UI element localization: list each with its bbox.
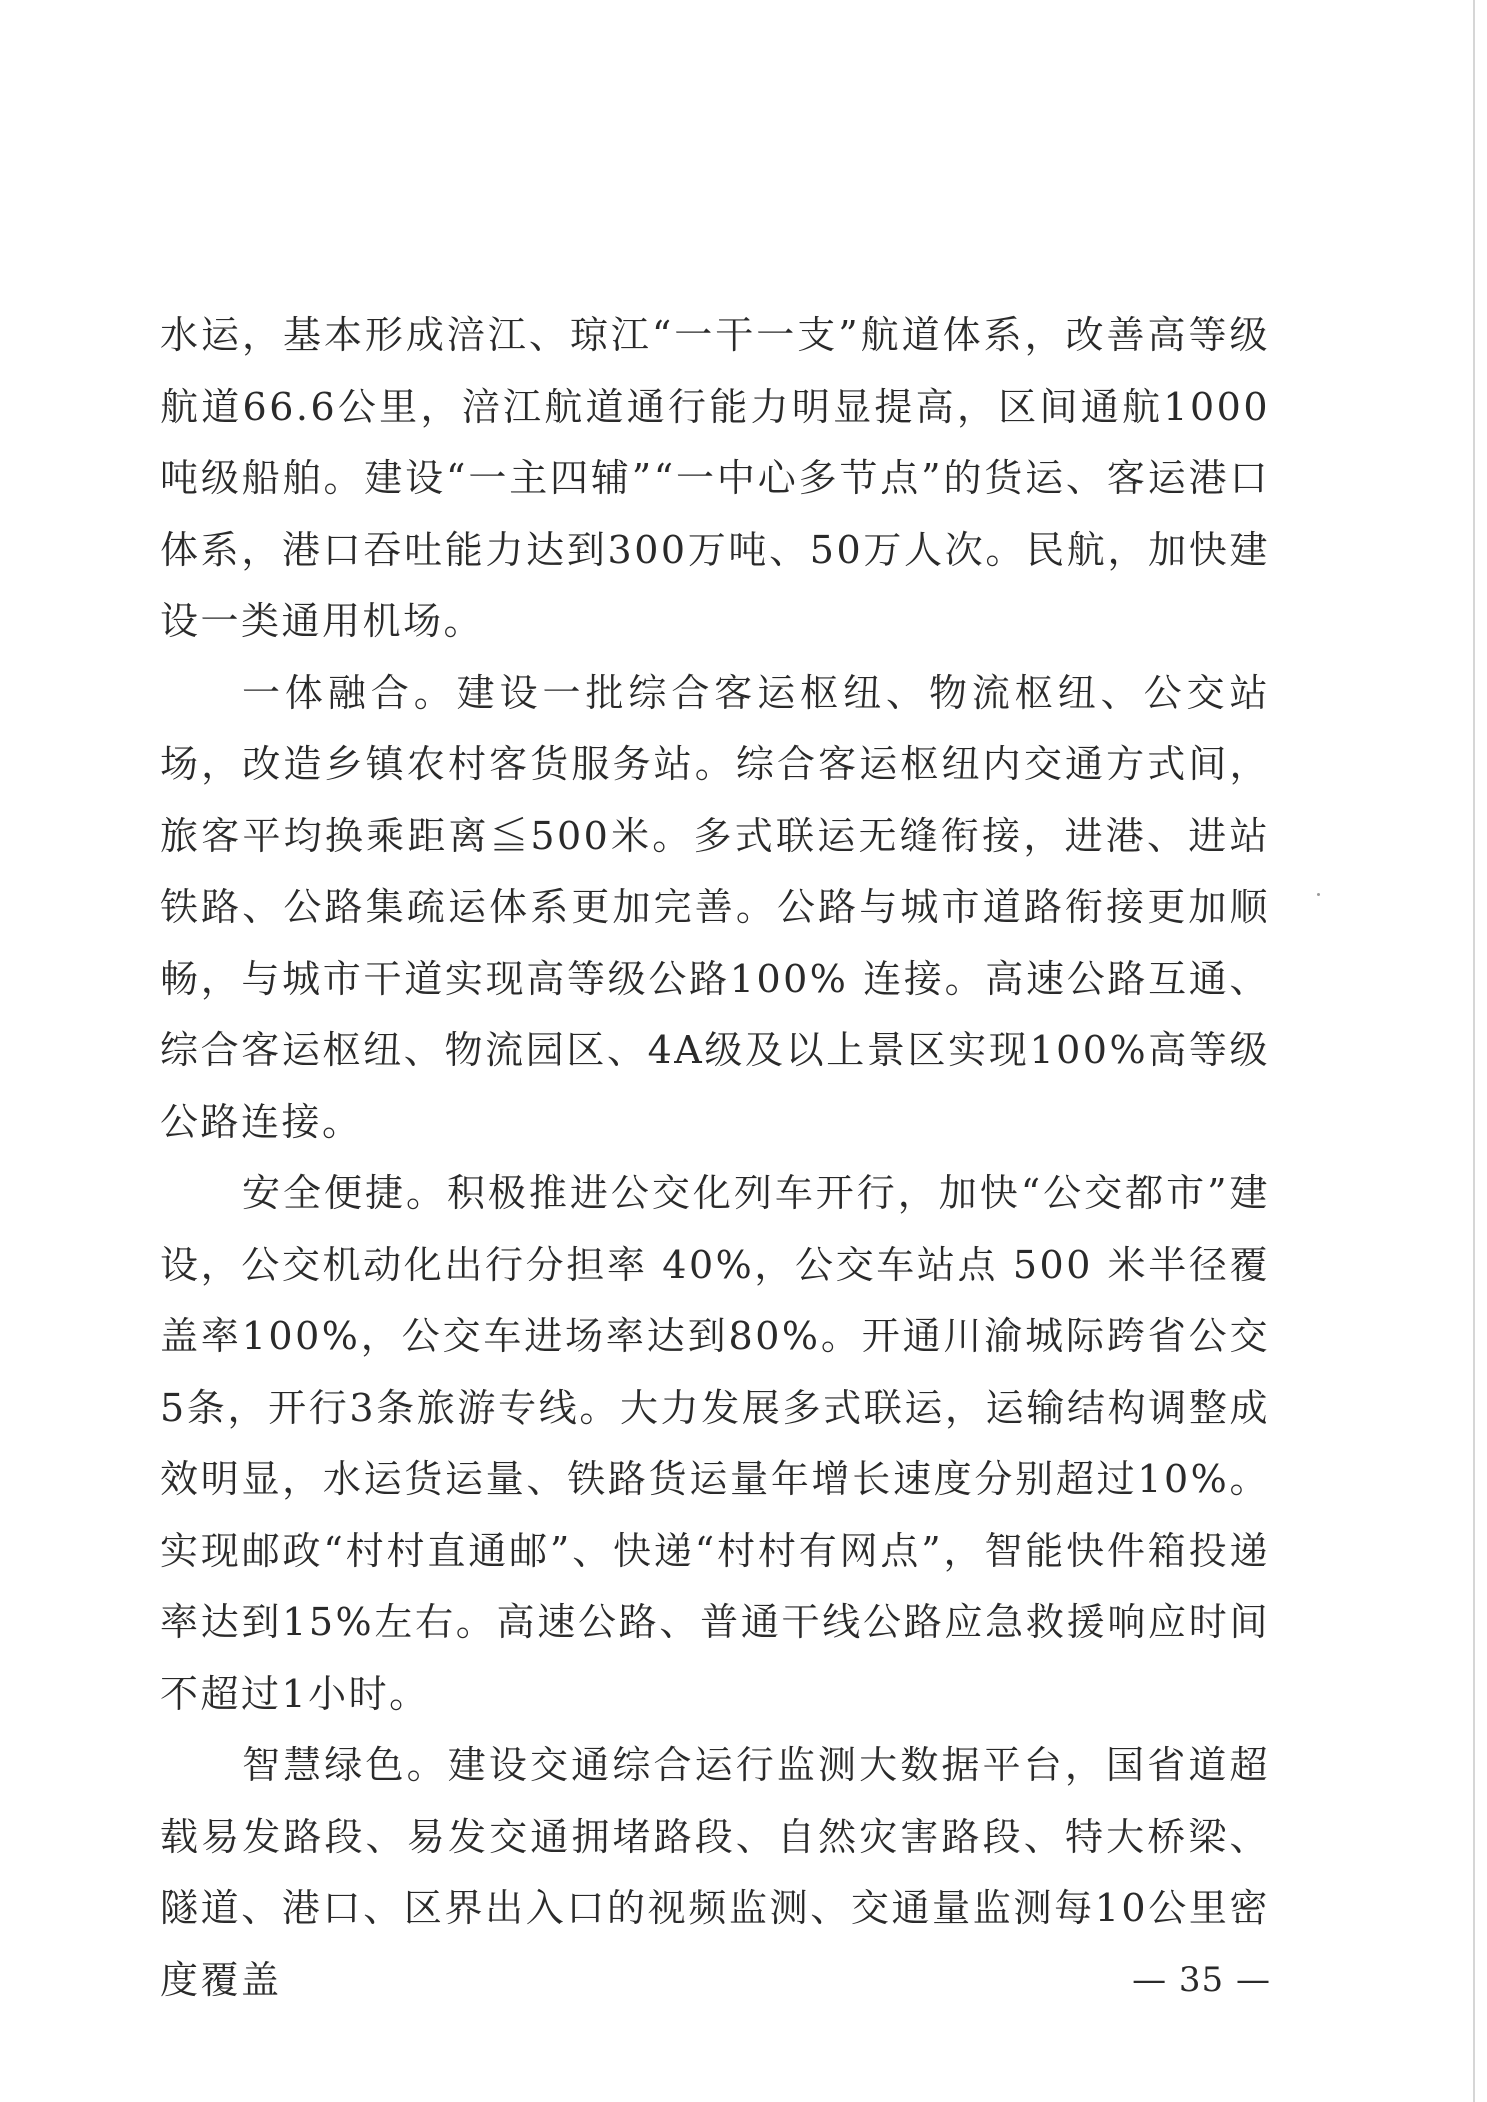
scan-speck <box>1317 893 1320 896</box>
paragraph-integration <box>160 658 1270 1159</box>
paragraph-text: 积极推进公交化列车开行，加快“公交都市”建设，公交机动化出行分担率 40%，公交车站点 500 米半径覆盖率100%，公交车进场率达到80%。开通川渝城际跨省公交5条，开行3条旅游专线。大力发展多式联运，运输结构调整成效明显，水运货运量、铁路货运量年增长速度分别超过10%。实现邮政“村村直通邮”、快递“村村有网点”，智能快件箱投递率达到15%左右。高速公路、普通干线公路应急救援响应时间不超过1小时。 <box>160 1171 1270 1716</box>
page-number: — 35 — <box>1132 1960 1271 2000</box>
paragraph-text: 建设交通综合运行监测大数据平台，国省道超载易发路段、易发交通拥堵路段、自然灾害路段、特大桥梁、隧道、港口、区界出入口的视频监测、交通量监测每10公里密度覆盖 <box>160 1743 1270 2002</box>
paragraph-safety-convenience <box>160 1158 1270 1730</box>
paragraph-text: 建设一批综合客运枢纽、物流枢纽、公交站场，改造乡镇农村客货服务站。综合客运枢纽内交通方式间，旅客平均换乘距离≦500米。多式联运无缝衔接，进港、进站铁路、公路集疏运体系更加完善。公路与城市道路衔接更加顺畅，与城市干道实现高等级公路100% 连接。高速公路互通、综合客运枢纽、物流园区、4A级及以上景区实现100%高等级公路连接。 <box>160 670 1270 1144</box>
paragraph-lead: 智慧绿色。 <box>242 1743 448 1787</box>
paragraph-smart-green <box>160 1730 1270 2016</box>
paragraph-waterway-aviation <box>160 300 1270 658</box>
scan-edge-line <box>1473 0 1475 2102</box>
paragraph-lead: 安全便捷。 <box>242 1171 447 1215</box>
paragraph-lead: 一体融合。 <box>242 670 457 715</box>
paragraph-text: 水运，基本形成涪江、琼江“一干一支”航道体系，改善高等级航道66.6公里，涪江航道通行能力明显提高，区间通航1000吨级船舶。建设“一主四辅”“一中心多节点”的货运、客运港口体系，港口吞吐能力达到300万吨、50万人次。民航，加快建设一类通用机场。 <box>160 313 1270 643</box>
document-body <box>160 300 1270 2016</box>
